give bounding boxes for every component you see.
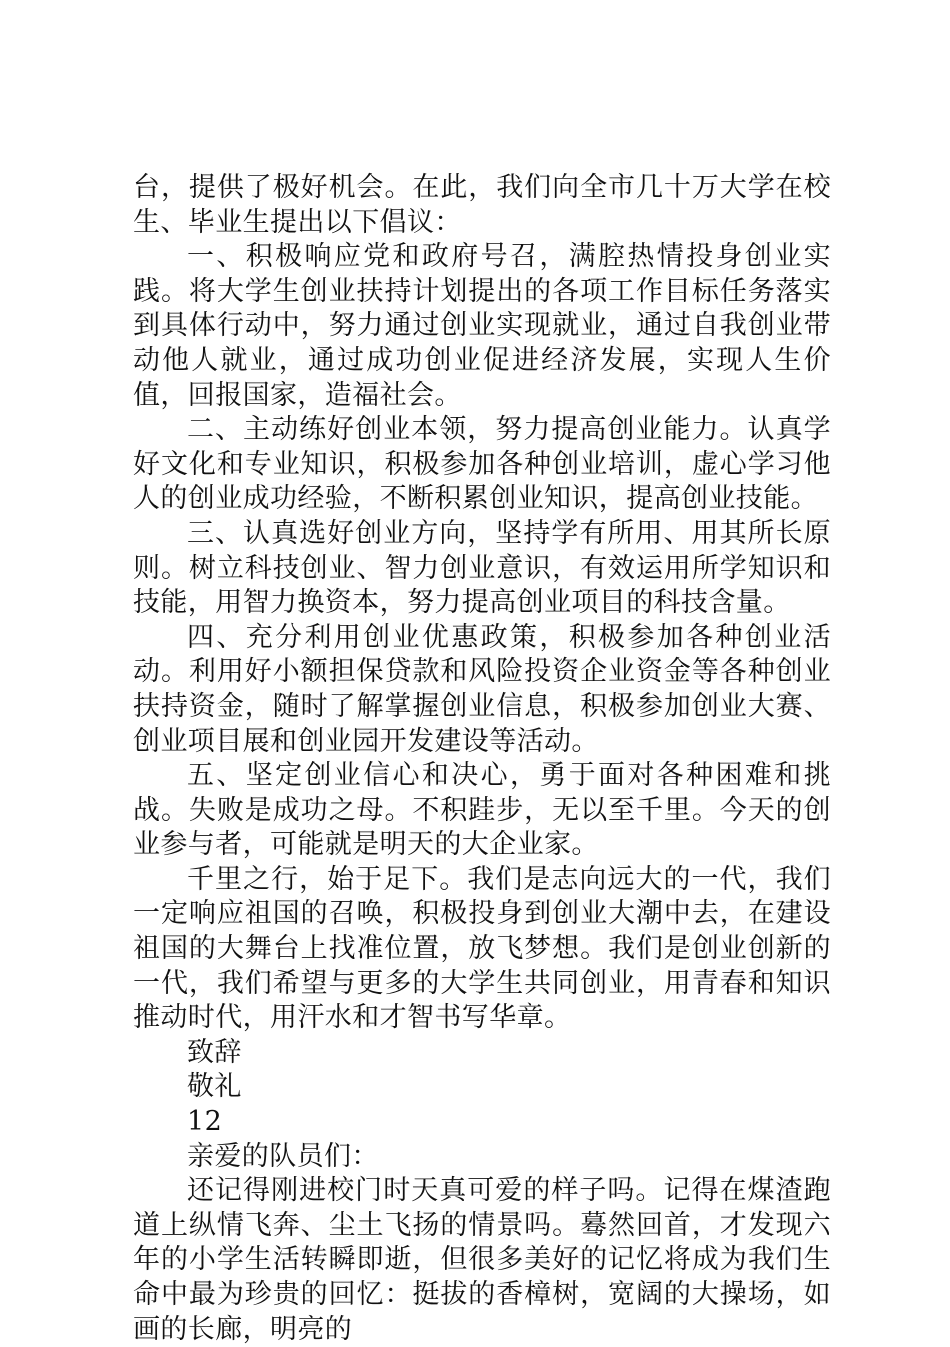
paragraph-proposal-2: 二、主动练好创业本领，努力提高创业能力。认真学好文化和专业知识，积极参加各种创业培训，虚心学习他人的创业成功经验，不断积累创业知识，提高创业技能。 — [133, 414, 831, 515]
closing-line-jingli: 敬礼 — [187, 1071, 242, 1103]
paragraph-proposal-3: 三、认真选好创业方向，坚持学有所用、用其所长原则。树立科技创业、智力创业意识，有效运用所学知识和技能，用智力换资本，努力提高创业项目的科技含量。 — [133, 517, 831, 619]
paragraph-proposal-5: 五、坚定创业信心和决心，勇于面对各种困难和挑战。失败是成功之母。不积跬步，无以至千里。今天的创业参与者，可能就是明天的大企业家。 — [133, 760, 831, 861]
paragraph-memories: 还记得刚进校门时天真可爱的样子吗。记得在煤渣跑道上纵情飞奔、尘土飞扬的情景吗。蓦然回首，才发现六年的小学生活转瞬即逝，但很多美好的记忆将成为我们生命中最为珍贵的回忆：挺拔的香樟树，宽阔的大操场，如画的长廊，明亮的 — [133, 1175, 831, 1345]
section-number: 12 — [187, 1106, 223, 1138]
salutation: 亲爱的队员们： — [187, 1140, 379, 1172]
document-body — [133, 171, 831, 1347]
paragraph-continued: 台，提供了极好机会。在此，我们向全市几十万大学在校生、毕业生提出以下倡议： — [133, 172, 831, 238]
paragraph-closing: 千里之行，始于足下。我们是志向远大的一代，我们一定响应祖国的召唤，积极投身到创业大潮中去，在建设祖国的大舞台上找准位置，放飞梦想。我们是创业创新的一代，我们希望与更多的大学生共同创业，用青春和知识推动时代，用汗水和才智书写华章。 — [133, 863, 831, 1034]
paragraph-proposal-1: 一、积极响应党和政府号召，满腔热情投身创业实践。将大学生创业扶持计划提出的各项工作目标任务落实到具体行动中，努力通过创业实现就业，通过自我创业带动他人就业，通过成功创业促进经济发展，实现人生价值，回报国家，造福社会。 — [133, 241, 831, 411]
paragraph-proposal-4: 四、充分利用创业优惠政策，积极参加各种创业活动。利用好小额担保贷款和风险投资企业资金等各种创业扶持资金，随时了解掌握创业信息，积极参加创业大赛、创业项目展和创业园开发建设等活动。 — [133, 621, 831, 757]
closing-line-zhici: 致辞 — [187, 1036, 242, 1068]
